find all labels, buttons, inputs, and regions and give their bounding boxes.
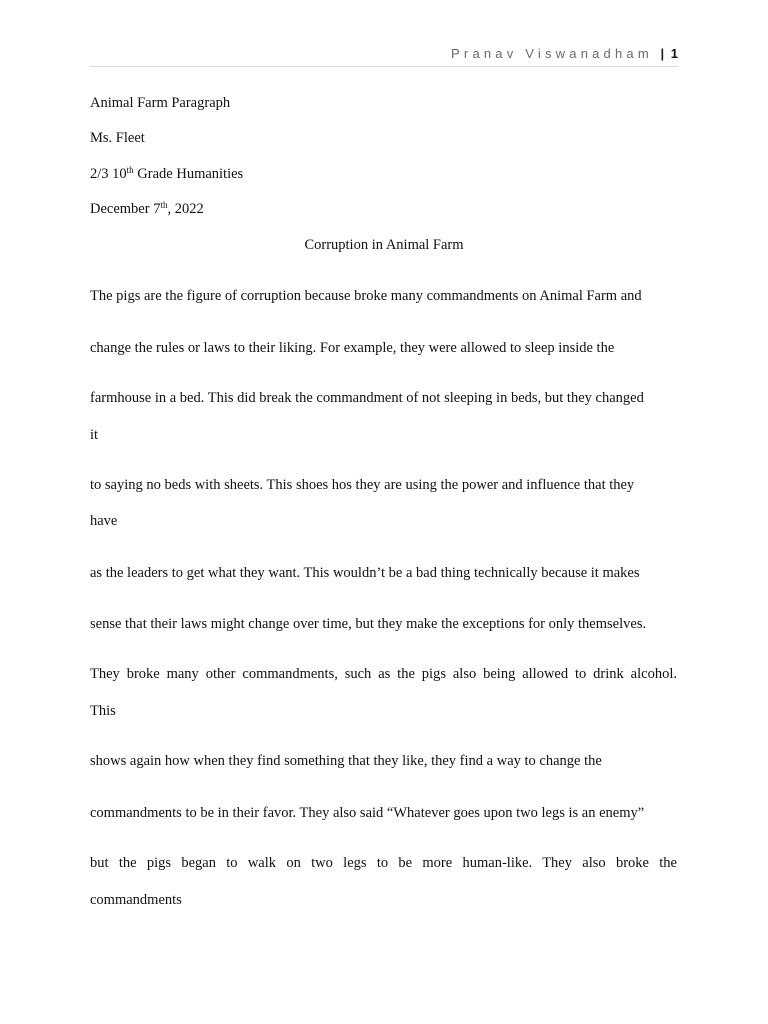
body-line: farmhouse in a bed. This did break the commandment of not sleeping in beds, but they changed	[90, 390, 644, 406]
body-line: This	[90, 703, 116, 719]
body-line: as the leaders to get what they want. This wouldn’t be a bad thing technically because it makes	[90, 565, 640, 581]
class-superscript: th	[126, 165, 134, 175]
body-line: The pigs are the figure of corruption because broke many commandments on Animal Farm and	[90, 288, 642, 304]
header-rule	[90, 66, 678, 67]
date-prefix: December 7	[90, 201, 161, 217]
body-line: but the pigs began to walk on two legs to be more human-like. They also broke the	[90, 855, 677, 871]
body-line: it	[90, 427, 99, 443]
body-line: commandments	[90, 892, 182, 908]
class-suffix: Grade Humanities	[133, 166, 244, 182]
body-line: sense that their laws might change over time, but they make the exceptions for only themselves.	[90, 616, 647, 632]
body-line: have	[90, 513, 118, 529]
body-line: shows again how when they find something that they like, they find a way to change the	[90, 753, 602, 769]
class-prefix: 2/3 10	[90, 166, 127, 182]
date-suffix: , 2022	[167, 201, 204, 217]
class-line	[90, 165, 243, 183]
date-line	[90, 200, 204, 218]
header-separator: |	[660, 46, 665, 61]
body-line: They broke many other commandments, such as the pigs also being allowed to drink alcohol.	[90, 666, 677, 682]
body-line: to saying no beds with sheets. This shoes hos they are using the power and influence that they	[90, 477, 635, 493]
page-number: 1	[670, 46, 678, 61]
body-line: commandments to be in their favor. They also said “Whatever goes upon two legs is an enemy”	[90, 805, 645, 821]
date-superscript: th	[160, 200, 168, 210]
assignment-name: Animal Farm Paragraph	[90, 95, 231, 111]
author-name: Pranav Viswanadham	[451, 46, 653, 61]
teacher-name: Ms. Fleet	[90, 130, 145, 146]
page-header	[90, 46, 678, 61]
body-line: change the rules or laws to their liking. For example, they were allowed to sleep inside the	[90, 340, 615, 356]
essay-title: Corruption in Animal Farm	[304, 237, 464, 253]
